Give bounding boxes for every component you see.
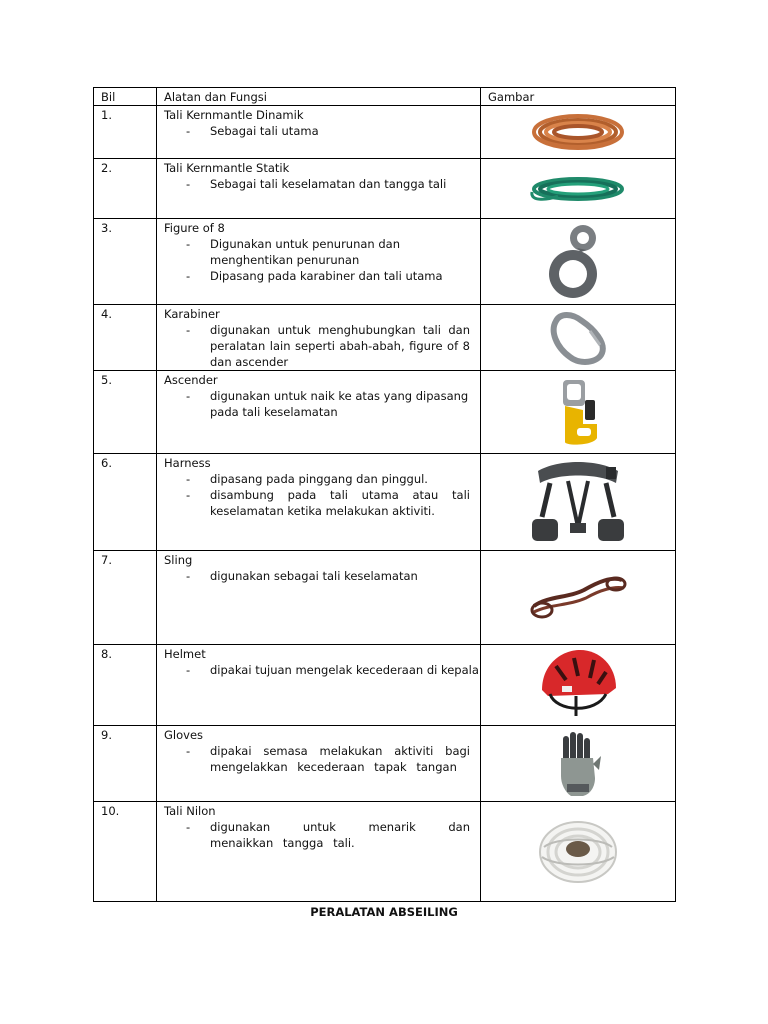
equipment-name: Figure of 8 (164, 221, 225, 235)
figure-eight-descender-icon (543, 222, 613, 302)
image-cell (481, 645, 676, 726)
table-row (94, 371, 676, 454)
row-description (157, 726, 481, 802)
image-cell (481, 726, 676, 802)
list-item: - digunakan untuk naik ke atas yang dipasang pada tali keselamatan (186, 389, 469, 419)
list-item: - Sebagai tali utama (186, 124, 319, 138)
image-cell (481, 551, 676, 645)
image-cell (481, 454, 676, 551)
row-description (157, 305, 481, 371)
equipment-name: Tali Kernmantle Statik (164, 161, 290, 175)
function-list (164, 236, 480, 284)
table-row (94, 305, 676, 371)
row-description (157, 219, 481, 305)
row-number: 2. (94, 159, 157, 219)
row-number: 1. (94, 106, 157, 159)
row-number: 4. (94, 305, 157, 371)
list-item: - dipakai tujuan mengelak kecederaan di kepala (186, 663, 479, 677)
equipment-name: Karabiner (164, 307, 220, 321)
image-cell (481, 106, 676, 159)
equipment-table (93, 87, 676, 902)
table-row (94, 454, 676, 551)
function-list (164, 388, 480, 420)
row-description (157, 371, 481, 454)
function-list (164, 471, 480, 519)
table-row (94, 726, 676, 802)
table-row (94, 219, 676, 305)
row-number: 3. (94, 219, 157, 305)
list-item: - digunakan sebagai tali keselamatan (186, 569, 418, 583)
row-description (157, 645, 481, 726)
row-description (157, 802, 481, 902)
equipment-name: Ascender (164, 373, 218, 387)
image-cell (481, 371, 676, 454)
table-row (94, 802, 676, 902)
image-cell (481, 159, 676, 219)
sling-icon (528, 568, 628, 628)
function-list (164, 662, 480, 678)
row-number: 9. (94, 726, 157, 802)
function-list (164, 322, 480, 370)
header-gambar: Gambar (481, 88, 676, 106)
row-description (157, 106, 481, 159)
image-cell (481, 219, 676, 305)
list-item: - dipasang pada pinggang dan pinggul. (186, 472, 428, 486)
helmet-icon (536, 646, 620, 724)
row-description (157, 454, 481, 551)
header-bil: Bil (94, 88, 157, 106)
row-number: 10. (94, 802, 157, 902)
equipment-name: Harness (164, 456, 211, 470)
equipment-name: Sling (164, 553, 193, 567)
row-description (157, 159, 481, 219)
function-list (164, 743, 480, 775)
function-list (164, 123, 480, 139)
list-item: - digunakan untuk menghubungkan tali dan peralatan lain seperti abah-abah, figure of 8 dan ascender (186, 323, 470, 369)
image-cell (481, 802, 676, 902)
function-list (164, 819, 480, 851)
orange-rope-coil-icon (530, 110, 626, 154)
header-alatan: Alatan dan Fungsi (157, 88, 481, 106)
glove-icon (553, 730, 603, 798)
table-header-row (94, 88, 676, 106)
table-row (94, 645, 676, 726)
list-item: - dipakai semasa melakukan aktiviti bagi mengelakkan kecederaan tapak tangan (186, 744, 470, 774)
table-row (94, 106, 676, 159)
equipment-name: Tali Kernmantle Dinamik (164, 108, 304, 122)
carabiner-icon (546, 311, 610, 365)
white-nylon-rope-icon (536, 817, 620, 887)
list-item: - Sebagai tali keselamatan dan tangga tali (186, 177, 447, 191)
function-list (164, 176, 480, 192)
row-number: 6. (94, 454, 157, 551)
list-item: - digunakan untuk menarik dan menaikkan tangga tali. (186, 820, 470, 850)
table-row (94, 551, 676, 645)
row-number: 8. (94, 645, 157, 726)
row-number: 7. (94, 551, 157, 645)
row-description (157, 551, 481, 645)
page-caption: PERALATAN ABSEILING (310, 905, 458, 919)
ascender-icon (553, 376, 603, 448)
harness-icon (528, 457, 628, 547)
list-item: - Digunakan untuk penurunan dan menghentikan penurunan (186, 237, 400, 267)
function-list (164, 568, 480, 584)
equipment-name: Gloves (164, 728, 204, 742)
green-rope-coil-icon (528, 172, 628, 206)
equipment-name: Tali Nilon (164, 804, 216, 818)
row-number: 5. (94, 371, 157, 454)
equipment-name: Helmet (164, 647, 206, 661)
table-row (94, 159, 676, 219)
list-item: - Dipasang pada karabiner dan tali utama (186, 269, 443, 283)
image-cell (481, 305, 676, 371)
list-item: - disambung pada tali utama atau tali keselamatan ketika melakukan aktiviti. (186, 488, 470, 518)
